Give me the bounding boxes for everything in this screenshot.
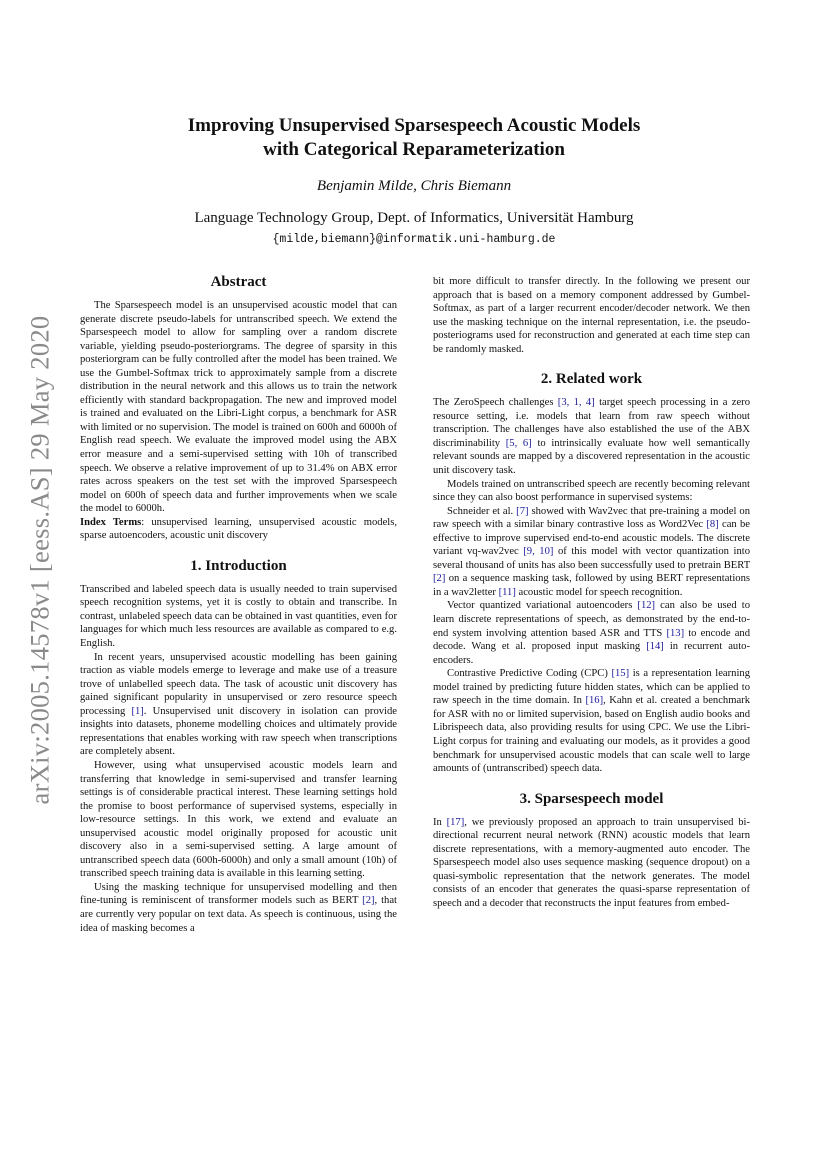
paper-title-line-2: with Categorical Reparameterization [263,139,565,160]
citation-link[interactable]: [2] [362,895,375,907]
related-p4-text-c: to encode and decode. Wang et al. proposed input masking [433,627,751,653]
intro-p4-text-b: , that are currently very popular on text data. As speech is continuous, using the idea of masking becomes a [80,895,397,934]
section-3-heading: 3. Sparsespeech model [519,790,664,807]
right-column [433,275,750,910]
sparsespeech-p1-text-b: , we previously proposed an approach to train unsupervised bi-directional recurrent neural network (RNN) acoustic models that learn discrete representations, with a memory-augmented auto encoder. The Sparsespeech model also uses sequence masking (sequence dropout) on a quasi-symbolic representation that the network generates. The model consists of an encoder that generates the quasi-sparse representation of speech and a decoder that reconstructs the input features from embed- [433,816,750,909]
related-paragraph-2: Models trained on untranscribed speech are recently becoming relevant since they can also boost performance in supervised systems: [433,478,750,504]
intro-paragraph-1: Transcribed and labeled speech data is usually needed to train supervised speech recognition systems, yet it is costly to obtain and transcribe. In contrast, unlabeled speech data can be obtained in vast quantities, even for languages for which much less resources are available as compared to e.g. English. [80,583,397,650]
paper-title-line-1: Improving Unsupervised Sparsespeech Acoustic Models [187,115,641,136]
section-2-heading: 2. Related work [540,371,643,388]
abstract-body: The Sparsespeech model is an unsupervised acoustic model that can generate discrete pseudo-labels for untranscribed speech. We extend the Sparsespeech model to allow for sampling over a random discrete variable, yielding pseudo-posteriorgrams. The degree of sparsity in this posteriorgram can be fully controlled after the model has been trained. We use the Gumbel-Softmax trick to approximately sample from a discrete distribution in the neural network and this allows us to train the network efficiently with standard backpropagation. The new and improved model is trained and evaluated on the Libri-Light corpus, a benchmark for ASR with limited or no supervision. The model is trained on 600h and 6000h of English read speech. We evaluate the improved model using the ABX error measure and a semi-supervised setting with 10h of transcribed speech. We observe a relative improvement of up to 31.4% on ABX error rates across speakers on the test set with the improved Sparsespeech model on 600h of speech data and further improvements when we scale the model to 6000h. [80,300,397,515]
citation-link[interactable]: [15] [611,668,630,680]
sparsespeech-p1-text-a: In [433,816,447,828]
related-p3-text-b: showed with Wav2vec that pre-training a model on raw speech with a similar binary contrastive loss as Word2Vec [433,505,750,531]
citation-link[interactable]: [11] [498,586,516,598]
citation-link[interactable]: [17] [446,816,465,828]
related-p5-text-c: , Kahn et al. created a benchmark for ASR with no or limited supervision, based on English audio books and Librispeech data, also providing results for using CPC. We use the Libri-Light corpus for training and evaluating our models, as it provides a good benchmark for unsupervised acoustic models that can scale well to large amounts of (untranscribed) speech data. [433,695,750,775]
arxiv-identifier-text: arXiv:2005.14578v1 [eess.AS] 29 May 2020 [24,315,55,805]
related-p3-text-c: can be effective to improve supervised end-to-end acoustic models. The discrete variant vq-wav2vec [433,519,750,558]
related-p3-text-e: on a sequence masking task, followed by using BERT representations in a wav2letter [433,573,750,598]
section-1-heading: 1. Introduction [190,557,287,574]
paper-email: {milde,biemann}@informatik.uni-hamburg.de [272,233,556,246]
index-terms [80,516,397,543]
related-p5-text-b: is a representation learning model trained by predicting future hidden states, which can be applied to raw speech in the time domain. In [433,668,750,707]
arxiv-identifier-stamp [16,210,64,910]
related-p1-text-c: to intrinsically evaluate how well semantically relevant sounds are mapped by a discovered representation in the acoustic unit discovery task. [433,437,751,477]
citation-link[interactable]: [2] [433,573,446,585]
intro-p2-text-a: In recent years, unsupervised acoustic modelling has been gaining traction as viable models emerge to leverage and make use of a treasure trove of unlabelled speech data. The task of acoustic unit discovery has gained significant popularity in unsupervised or zero resource speech processing [80,651,397,717]
related-paragraph-5 [433,667,750,775]
sparsespeech-paragraph-1 [433,816,750,911]
index-terms-label: Index Terms [80,516,142,528]
related-p3-text-d: of this model with vector quantization into several thousand of units has also been successfully used to pretrain BERT [433,546,750,571]
citation-link[interactable]: [13] [666,627,685,639]
related-p1-text-b: target speech processing in a zero resource setting, i.e. models that learn from raw speech without transcription. The challenges have also established the use of the ABX discriminability [433,397,751,449]
abstract-heading: Abstract [210,274,267,290]
paper-affiliation: Language Technology Group, Dept. of Informatics, Universität Hamburg [194,210,634,226]
citation-link[interactable]: [14] [646,641,664,653]
paper-authors: Benjamin Milde, Chris Biemann [316,178,512,194]
citation-link[interactable]: [1] [131,705,144,717]
related-p4-text-d: in recurrent auto-encoders. [433,641,751,666]
intro-paragraph-2 [80,651,397,759]
citation-link[interactable]: [16] [585,695,604,707]
citation-link[interactable]: [8] [706,519,719,531]
related-paragraph-4 [433,599,750,667]
citation-link[interactable]: [7] [516,505,529,517]
related-p4-text-a: Vector quantized variational autoencoders [447,600,638,612]
citation-link[interactable]: [3, 1, 4] [557,397,595,409]
related-p1-text-a: The ZeroSpeech challenges [433,397,558,409]
related-paragraph-1 [433,396,750,477]
citation-link[interactable]: [5, 6] [505,437,532,449]
intro-paragraph-4-continued: bit more difficult to transfer directly. In the following we present our approach that is based on a memory component addressed by Gumbel-Softmax, as part of a larger recurrent encoder/decoder network. We then use the masking technique on the internal representation, i.e. the pseudo-posteriograms used for reconstruction and generated at each time step can be randomly masked. [433,276,750,355]
citation-link[interactable]: [12] [637,600,656,612]
related-p4-text-b: can also be used to learn discrete representations of speech, as demonstrated by the end-to-end system involving attention based ASR and TTS [433,600,751,639]
related-paragraph-3 [433,505,750,600]
related-p3-text-a: Schneider et al. [447,505,517,517]
paper-title [100,114,728,162]
index-terms-text: : unsupervised learning, unsupervised acoustic models, sparse autoencoders, acoustic unit discovery [80,516,397,542]
intro-paragraph-4 [80,881,397,935]
left-column [80,272,397,935]
intro-paragraph-3: However, using what unsupervised acoustic models learn and transferring that knowledge in semi-supervised and transfer learning settings is of considerable practical interest. These learning settings hold the promise to boost performance of supervised systems, especially in low-resource settings. In this work, we extend and evaluate an unsupervised acoustic model originally proposed for acoustic unit discovery also in a semi-supervised setting. A large amount of untranscribed speech data (600h-6000h) and only a small amount (10h) of transcribed speech training data is available in this learning setting. [80,759,397,880]
related-p5-text-a: Contrastive Predictive Coding (CPC) [447,668,612,680]
citation-link[interactable]: [9, 10] [523,546,554,558]
intro-p2-text-b: . Unsupervised unit discovery in isolation can provide insights into datasets, phoneme modelling choices and ultimately provide representations that enables working with raw speech when transcriptions are completely absent. [80,705,397,758]
related-p3-text-f: acoustic model for speech recognition. [515,586,683,598]
intro-p4-text-a: Using the masking technique for unsupervised modelling and then fine-tuning is reminiscent of transformer models such as BERT [80,881,397,907]
